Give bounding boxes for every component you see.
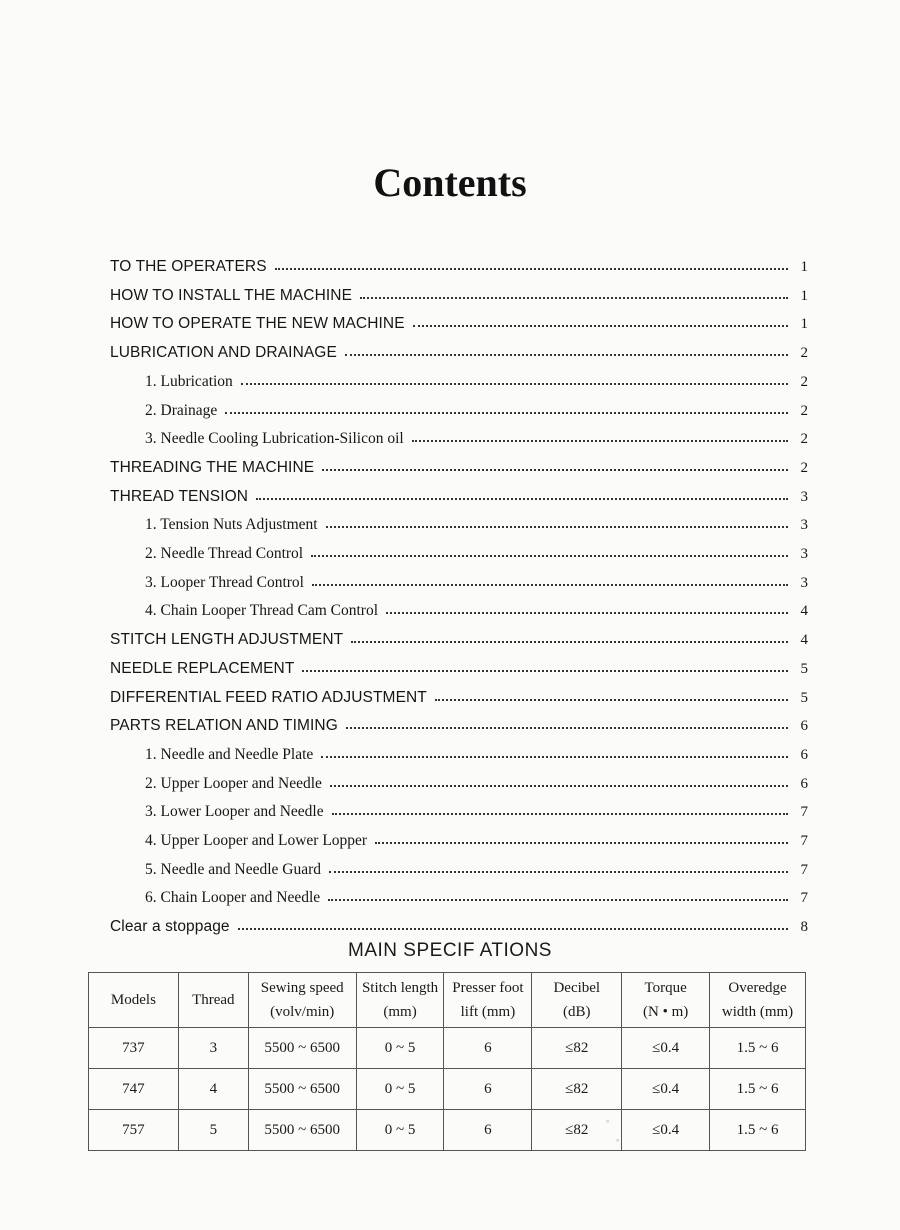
toc-entry-page: 3 bbox=[800, 517, 808, 534]
toc-entry bbox=[110, 277, 808, 305]
table-row bbox=[89, 1110, 806, 1151]
dot-leader bbox=[256, 498, 788, 500]
toc-entry-label: 1. Lubrication bbox=[145, 372, 233, 390]
specs-header-text: (N • m) bbox=[643, 1004, 689, 1020]
specs-cell: ≤82 bbox=[532, 1110, 622, 1151]
specs-cell: 6 bbox=[444, 1110, 532, 1151]
toc-entry-page: 2 bbox=[800, 373, 808, 390]
toc-entry bbox=[110, 478, 808, 506]
specs-cell: 1.5 ~ 6 bbox=[710, 1069, 806, 1110]
toc-entry-label: 2. Needle Thread Control bbox=[145, 545, 304, 562]
toc-entry-page: 1 bbox=[800, 287, 808, 304]
dot-leader bbox=[326, 526, 788, 528]
specs-cell: 5500 ~ 6500 bbox=[248, 1069, 356, 1110]
dot-leader bbox=[351, 641, 788, 643]
toc-entry-label: 1. Needle and Needle Plate bbox=[145, 745, 314, 763]
specs-cell: 0 ~ 5 bbox=[356, 1028, 444, 1069]
toc-entry-label: HOW TO OPERATE THE NEW MACHINE bbox=[110, 315, 405, 333]
specs-cell: 1.5 ~ 6 bbox=[710, 1028, 806, 1069]
toc-entry bbox=[145, 793, 808, 821]
page-title: Contents bbox=[373, 160, 527, 205]
specs-cell: 5500 ~ 6500 bbox=[248, 1110, 356, 1151]
specs-cell: 0 ~ 5 bbox=[356, 1110, 444, 1151]
specs-header-cell bbox=[356, 973, 444, 1028]
dot-leader bbox=[413, 325, 788, 327]
speck-mark: ◦ bbox=[606, 1116, 610, 1126]
dot-leader bbox=[330, 785, 788, 787]
toc-entry-page: 2 bbox=[800, 459, 808, 476]
toc-entry-page: 6 bbox=[800, 775, 808, 792]
toc-entry bbox=[145, 535, 808, 563]
specs-cell: ≤82 bbox=[532, 1069, 622, 1110]
toc-entry-label: 2. Drainage bbox=[145, 401, 218, 419]
dot-leader bbox=[312, 584, 788, 586]
toc-entry-label: 1. Tension Nuts Adjustment bbox=[145, 516, 318, 534]
dot-leader bbox=[375, 842, 788, 844]
specs-header-text: Stitch length bbox=[361, 980, 439, 996]
toc-entry-page: 2 bbox=[800, 345, 808, 362]
dot-leader bbox=[328, 899, 788, 901]
dot-leader bbox=[322, 469, 788, 471]
specs-cell: 747 bbox=[89, 1069, 179, 1110]
toc-entry-page: 7 bbox=[800, 833, 808, 849]
toc-entry-page: 3 bbox=[800, 546, 808, 562]
dot-leader bbox=[435, 699, 788, 701]
toc-entry-label: Clear a stoppage bbox=[110, 918, 230, 936]
toc-entry-label: PARTS RELATION AND TIMING bbox=[110, 717, 338, 735]
dot-leader bbox=[311, 555, 788, 557]
toc-entry-label: HOW TO INSTALL THE MACHINE bbox=[110, 286, 353, 304]
toc-entry-label: 4. Upper Looper and Lower Lopper bbox=[145, 832, 368, 849]
toc-entry bbox=[110, 248, 808, 276]
specs-header-cell bbox=[89, 973, 179, 1028]
specs-title: MAIN SPECIF ATIONS bbox=[348, 940, 552, 961]
dot-leader bbox=[225, 412, 788, 414]
toc-entry-label: THREADING THE MACHINE bbox=[110, 458, 315, 476]
toc-entry-label: 2. Upper Looper and Needle bbox=[145, 774, 322, 792]
toc-entry-page: 8 bbox=[800, 919, 808, 936]
toc-entry-label: STITCH LENGTH ADJUSTMENT bbox=[110, 631, 344, 649]
specs-header-text: (dB) bbox=[563, 1004, 591, 1020]
specs-header-text: Models bbox=[110, 992, 156, 1008]
specs-cell: ≤82 bbox=[532, 1028, 622, 1069]
specs-cell: 6 bbox=[444, 1028, 532, 1069]
specs-header-row bbox=[89, 973, 806, 1028]
toc-entry-label: TO THE OPERATERS bbox=[110, 258, 267, 275]
specs-header-cell bbox=[532, 973, 622, 1028]
toc-entry-label: 3. Needle Cooling Lubrication-Silicon oil bbox=[145, 430, 404, 448]
toc-entry-page: 1 bbox=[800, 259, 808, 275]
toc-entry-label: DIFFERENTIAL FEED RATIO ADJUSTMENT bbox=[110, 688, 427, 706]
specs-header-text: (volv/min) bbox=[270, 1004, 335, 1020]
specs-header-text: (mm) bbox=[383, 1004, 417, 1020]
specs-cell: ≤0.4 bbox=[622, 1110, 710, 1151]
dot-leader bbox=[302, 670, 788, 672]
specs-table bbox=[88, 972, 806, 1151]
toc-entry bbox=[110, 621, 808, 649]
toc-entry-label: NEEDLE REPLACEMENT bbox=[110, 659, 295, 677]
speck-mark: ◦ bbox=[616, 1135, 620, 1145]
dot-leader bbox=[360, 297, 788, 299]
specs-cell: 757 bbox=[89, 1110, 179, 1151]
dot-leader bbox=[332, 813, 788, 815]
specs-header-cell bbox=[622, 973, 710, 1028]
specs-header-cell bbox=[178, 973, 248, 1028]
specs-header-text: Overedge bbox=[728, 980, 787, 996]
toc-entry-page: 3 bbox=[800, 574, 808, 591]
toc-entry bbox=[145, 506, 808, 534]
toc-entry bbox=[145, 592, 808, 620]
specs-cell: 0 ~ 5 bbox=[356, 1069, 444, 1110]
specs-cell: 1.5 ~ 6 bbox=[710, 1110, 806, 1151]
dot-leader bbox=[412, 440, 788, 442]
toc-entry bbox=[145, 879, 808, 907]
toc-entry bbox=[110, 707, 808, 735]
specs-cell: 5 bbox=[178, 1110, 248, 1151]
table-row bbox=[89, 1028, 806, 1069]
toc-entry-label: 4. Chain Looper Thread Cam Control bbox=[145, 602, 379, 620]
toc-entry-page: 5 bbox=[800, 689, 808, 706]
toc-entry bbox=[110, 449, 808, 477]
specs-cell: 737 bbox=[89, 1028, 179, 1069]
dot-leader bbox=[321, 756, 788, 758]
specs-cell: 5500 ~ 6500 bbox=[248, 1028, 356, 1069]
toc-entry bbox=[145, 363, 808, 391]
dot-leader bbox=[275, 268, 788, 270]
toc-entry bbox=[145, 392, 808, 420]
specs-header-text: lift (mm) bbox=[460, 1004, 516, 1020]
toc-entry bbox=[145, 736, 808, 764]
specs-header-cell bbox=[444, 973, 532, 1028]
toc-entry-page: 6 bbox=[800, 746, 808, 763]
specs-cell: ≤0.4 bbox=[622, 1069, 710, 1110]
toc-entry-label: LUBRICATION AND DRAINAGE bbox=[110, 344, 337, 362]
toc-entry-page: 2 bbox=[800, 402, 808, 419]
dot-leader bbox=[238, 928, 788, 930]
dot-leader bbox=[345, 354, 788, 356]
specs-cell: 3 bbox=[178, 1028, 248, 1069]
toc-entry bbox=[145, 765, 808, 793]
dot-leader bbox=[329, 871, 788, 873]
toc-entry-page: 7 bbox=[800, 861, 808, 878]
toc-entry-label: 3. Looper Thread Control bbox=[145, 573, 304, 591]
toc-entry-page: 7 bbox=[800, 890, 808, 907]
toc-entry bbox=[110, 908, 808, 936]
table-row bbox=[89, 1069, 806, 1110]
toc-entry-page: 2 bbox=[800, 431, 808, 448]
toc-entry-page: 4 bbox=[800, 632, 808, 649]
specs-header-text: Thread bbox=[192, 992, 235, 1008]
toc-entry bbox=[145, 420, 808, 448]
specs-header-text: Sewing speed bbox=[260, 980, 344, 996]
toc-entry-label: THREAD TENSION bbox=[110, 487, 249, 505]
specs-body bbox=[89, 1028, 806, 1151]
specs-header-text: width (mm) bbox=[721, 1004, 794, 1020]
toc-entry bbox=[145, 564, 808, 592]
toc-entry-label: 6. Chain Looper and Needle bbox=[145, 889, 321, 907]
specs-cell: 6 bbox=[444, 1069, 532, 1110]
specs-header-cell bbox=[710, 973, 806, 1028]
toc-entry bbox=[145, 851, 808, 879]
specs-cell: ≤0.4 bbox=[622, 1028, 710, 1069]
dot-leader bbox=[241, 383, 788, 385]
specs-header-cell bbox=[248, 973, 356, 1028]
toc-entry bbox=[145, 822, 808, 850]
toc-entry-page: 4 bbox=[800, 603, 808, 620]
specs-header-text: Decibel bbox=[553, 980, 601, 996]
specs-header-text: Presser foot bbox=[452, 980, 524, 996]
toc-entry-label: 3. Lower Looper and Needle bbox=[145, 803, 324, 821]
dot-leader bbox=[386, 612, 788, 614]
toc-entry bbox=[110, 305, 808, 333]
toc-entry-page: 6 bbox=[800, 718, 808, 735]
toc-entry-label: 5. Needle and Needle Guard bbox=[145, 860, 322, 878]
specs-header-text: Torque bbox=[644, 980, 687, 996]
toc-entry bbox=[110, 650, 808, 678]
toc-entry-page: 7 bbox=[800, 804, 808, 821]
toc-entry bbox=[110, 679, 808, 707]
specs-cell: 4 bbox=[178, 1069, 248, 1110]
dot-leader bbox=[346, 727, 788, 729]
toc-entry-page: 3 bbox=[800, 488, 808, 505]
toc-entry-page: 1 bbox=[800, 316, 808, 333]
toc-entry bbox=[110, 334, 808, 362]
toc-entry-page: 5 bbox=[800, 660, 808, 677]
